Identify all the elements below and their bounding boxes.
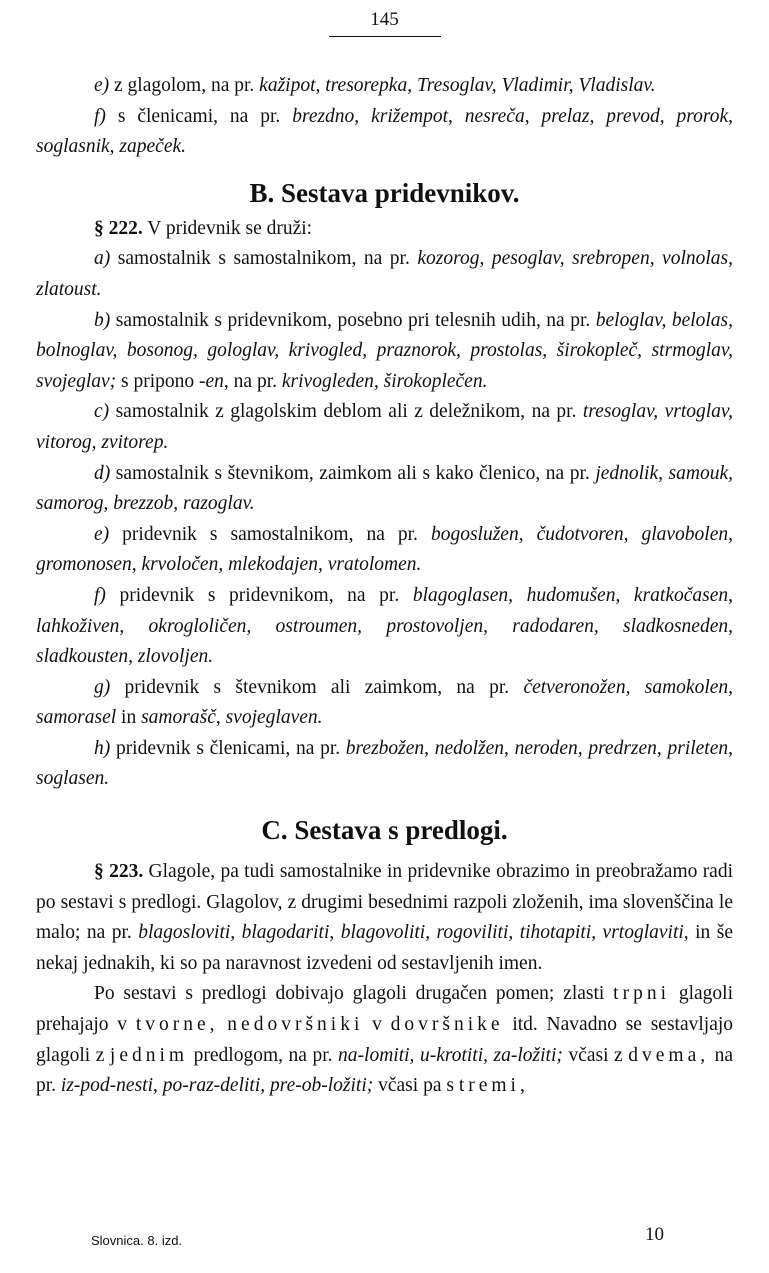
noun-composition-continuation <box>36 71 733 163</box>
paragraph-223: § 223. Glagole, pa tudi samostalnike in pridevnike obrazimo in preobražamo radi po sestavi s predlogi. Glagolov, z drugimi besednimi razpoli zloženih, ima slovenščina le malo; na pr. blagosloviti, blagodariti, blagovoliti, rogoviliti, tihotapiti, vrtoglaviti, in še nekaj jednakih, ki so pa naravnost izvedeni od sestavljenih imen. <box>36 861 734 974</box>
item-f-noun: f) s členicami, na pr. brezdno, križempot, nesreča, prelaz, prevod, prorok, soglasnik, zapeček. <box>36 105 734 158</box>
section-b-body <box>36 214 733 795</box>
item-b-a: a) samostalnik s samostalnikom, na pr. kozorog, pesoglav, srebropen, volnolas, zlatoust. <box>36 248 734 300</box>
item-b-c: c) samostalnik z glagolskim deblom ali z deležnikom, na pr. tresoglav, vrtoglav, vitorog, zvitorep. <box>36 401 734 453</box>
document-page <box>36 0 733 1273</box>
footer-signature: Slovnica. 8. izd. <box>91 1233 183 1248</box>
item-b-f: f) pridevnik s pridevnikom, na pr. blagoglasen, hudomušen, kratkočasen, lahkoživen, okrogloličen, ostroumen, prostovoljen, radodaren, sladkosneden, sladkousten, zlovoljen. <box>36 584 734 668</box>
footer-sheet-number: 10 <box>645 1224 664 1245</box>
paragraph-222: § 222. V pridevnik se druži: <box>94 217 313 239</box>
item-b-e: e) pridevnik s samostalnikom, na pr. bogoslužen, čudotvoren, glavobolen, gromonosen, krvoločen, mlekodajen, vratolomen. <box>36 523 733 576</box>
section-b-heading: B. Sestava pridevnikov. <box>249 177 520 208</box>
section-c-body <box>36 857 733 1102</box>
paragraph-223-continued: Po sestavi s predlogi dobivajo glagoli drugačen pomen; zlasti trpni glagoli prehajajo v tvorne, nedovršniki v dovršnike itd. Navadno se sestavljajo glagoli z jednim predlogom, na pr. na-lomiti, u-krotiti, za-ložiti; včasi z dvema, na pr. iz-pod-nesti, po-raz-deliti, pre-ob-ložiti; včasi pa s tremi, <box>36 983 734 1097</box>
page-footer <box>91 1226 664 1257</box>
item-b-b: b) samostalnik s pridevnikom, posebno pri telesnih udih, na pr. beloglav, belolas, bolnoglav, bosonog, gologlav, krivogled, praznorok, prostolas, širokopleč, strmoglav, svojeglav; s pripono -en, na pr. krivogleden, širokoplečen. <box>36 309 734 392</box>
item-b-g: g) pridevnik s števnikom ali zaimkom, na pr. četveronožen, samokolen, samorasel in samorašč, svojeglaven. <box>36 676 734 729</box>
item-b-d: d) samostalnik s števnikom, zaimkom ali s kako členico, na pr. jednolik, samouk, samorog, brezzob, razoglav. <box>36 462 733 515</box>
page-number: 145 <box>370 9 399 30</box>
section-c-heading: C. Sestava s predlogi. <box>261 815 508 846</box>
page-number-rule <box>329 36 441 37</box>
item-b-h: h) pridevnik s členicami, na pr. brezbožen, nedolžen, neroden, predrzen, prileten, soglasen. <box>36 737 734 790</box>
item-e-noun: e) z glagolom, na pr. kažipot, tresorepka, Tresoglav, Vladimir, Vladislav. <box>94 75 656 96</box>
